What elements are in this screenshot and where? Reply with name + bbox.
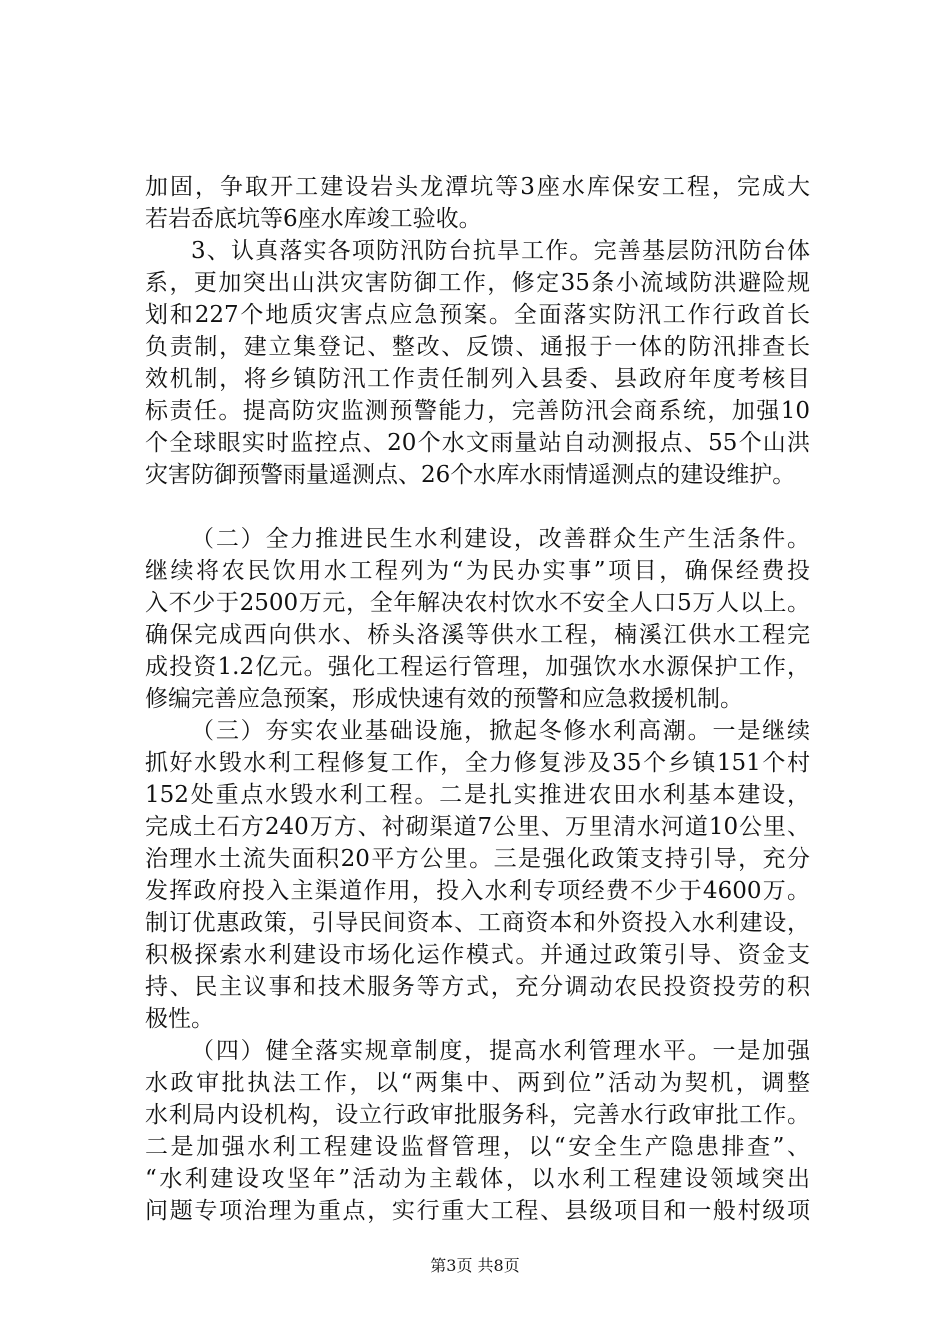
text-line: （四）健全落实规章制度，提高水利管理水平。一是加强	[191, 1038, 810, 1064]
text-line: 修编完善应急预案，形成快速有效的预警和应急救援机制。	[145, 686, 743, 712]
text-line: 效机制，将乡镇防汛工作责任制列入县委、县政府年度考核目	[145, 366, 810, 392]
text-line: 水政审批执法工作，以“两集中、两到位”活动为契机，调整	[145, 1070, 810, 1096]
text-line: 积极探索水利建设市场化运作模式。并通过政策引导、资金支	[145, 942, 810, 968]
text-line: 治理水土流失面积20平方公里。三是强化政策支持引导，充分	[145, 846, 810, 872]
text-line: 确保完成西向供水、桥头洛溪等供水工程，楠溪江供水工程完	[145, 622, 810, 648]
text-line: 持、民主议事和技术服务等方式，充分调动农民投资投劳的积	[145, 974, 810, 1000]
text-line: 水利局内设机构，设立行政审批服务科，完善水行政审批工作。	[145, 1102, 810, 1128]
text-line: “水利建设攻坚年”活动为主载体，以水利工程建设领域突出	[145, 1166, 810, 1192]
text-line: （三）夯实农业基础设施，掀起冬修水利高潮。一是继续	[191, 718, 810, 744]
text-line: 极性。	[145, 1006, 214, 1032]
text-line: 问题专项治理为重点，实行重大工程、县级项目和一般村级项	[145, 1198, 810, 1224]
paragraph-gap	[145, 491, 810, 523]
text-line: 标责任。提高防灾监测预警能力，完善防汛会商系统，加强10	[145, 398, 810, 424]
text-line: （二）全力推进民生水利建设，改善群众生产生活条件。	[191, 526, 810, 552]
text-line: 3、认真落实各项防汛防台抗旱工作。完善基层防汛防台体	[191, 238, 810, 264]
text-line: 加固，争取开工建设岩头龙潭坑等3座水库保安工程，完成大	[145, 174, 810, 200]
text-line: 二是加强水利工程建设监督管理，以“安全生产隐患排查”、	[145, 1134, 810, 1160]
text-line: 划和227个地质灾害点应急预案。全面落实防汛工作行政首长	[145, 302, 810, 328]
text-line: 继续将农民饮用水工程列为“为民办实事”项目，确保经费投	[145, 558, 810, 584]
text-line: 负责制，建立集登记、整改、反馈、通报于一体的防汛排查长	[145, 334, 810, 360]
text-line: 制订优惠政策，引导民间资本、工商资本和外资投入水利建设，	[145, 910, 810, 936]
text-line: 若岩岙底坑等6座水库竣工验收。	[145, 206, 482, 232]
text-line: 成投资1.2亿元。强化工程运行管理，加强饮水水源保护工作，	[145, 654, 810, 680]
text-line: 入不少于2500万元，全年解决农村饮水不安全人口5万人以上。	[145, 590, 810, 616]
page-number-footer: 第3页 共8页	[430, 1256, 520, 1275]
text-line: 完成土石方240万方、衬砌渠道7公里、万里清水河道10公里、	[145, 814, 810, 840]
text-line: 发挥政府投入主渠道作用，投入水利专项经费不少于4600万。	[145, 878, 810, 904]
text-line: 个全球眼实时监控点、20个水文雨量站自动测报点、55个山洪	[145, 430, 810, 456]
text-line: 抓好水毁水利工程修复工作，全力修复涉及35个乡镇151个村	[145, 750, 810, 776]
text-line: 灾害防御预警雨量遥测点、26个水库水雨情遥测点的建设维护。	[145, 462, 796, 488]
text-line: 152处重点水毁水利工程。二是扎实推进农田水利基本建设，	[145, 782, 810, 808]
text-line: 系，更加突出山洪灾害防御工作，修定35条小流域防洪避险规	[145, 270, 810, 296]
document-body	[145, 171, 810, 1227]
